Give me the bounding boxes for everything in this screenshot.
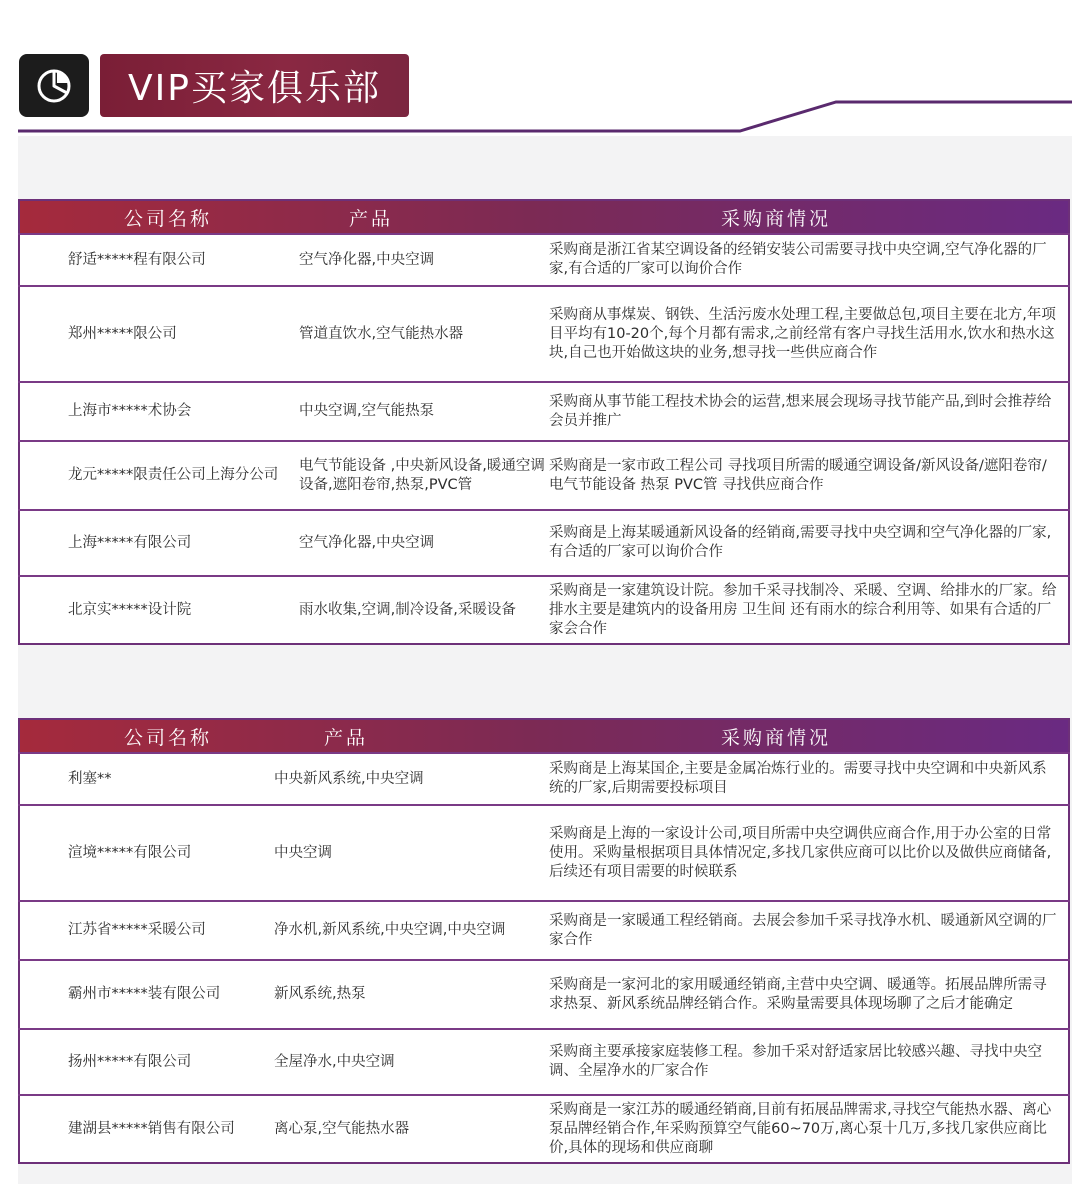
table-row — [19, 576, 1069, 644]
table-row — [19, 901, 1069, 960]
product: 空气净化器,中央空调 — [299, 234, 549, 286]
table-row — [19, 960, 1069, 1029]
buyer-info: 采购商是一家暖通工程经销商。去展会参加千采寻找净水机、暖通新风空调的厂家合作 — [549, 901, 1069, 960]
buyer-info: 采购商主要承接家庭装修工程。参加千采对舒适家居比较感兴趣、寻找中央空调、全屋净水的厂家合作 — [549, 1029, 1069, 1095]
company-name: 霸州市*****装有限公司 — [19, 960, 274, 1029]
buyer-info: 采购商是一家建筑设计院。参加千采寻找制冷、采暖、空调、给排水的厂家。给排水主要是建筑内的设备用房 卫生间 还有雨水的综合利用等、如果有合适的厂家会合作 — [549, 576, 1069, 644]
table-header-row — [19, 719, 1069, 753]
buyer-table-2 — [18, 718, 1070, 1164]
page-title: VIP买家俱乐部 — [128, 68, 381, 109]
product: 中央空调 — [274, 805, 549, 901]
company-name: 扬州*****有限公司 — [19, 1029, 274, 1095]
company-name: 上海*****有限公司 — [19, 510, 299, 576]
buyer-info: 采购商是上海某国企,主要是金属冶炼行业的。需要寻找中央空调和中央新风系统的厂家,后期需要投标项目 — [549, 753, 1069, 805]
company-name: 北京实*****设计院 — [19, 576, 299, 644]
buyer-info: 采购商从事节能工程技术协会的运营,想来展会现场寻找节能产品,到时会推荐给会员并推广 — [549, 382, 1069, 441]
header-buyer-info: 采购商情况 — [721, 726, 832, 749]
product: 新风系统,热泵 — [274, 960, 549, 1029]
table-row — [19, 234, 1069, 286]
buyer-info: 采购商是一家市政工程公司 寻找项目所需的暖通空调设备/新风设备/遮阳卷帘/电气节能设备 热泵 PVC管 寻找供应商合作 — [549, 441, 1069, 510]
company-name: 江苏省*****采暖公司 — [19, 901, 274, 960]
buyer-info: 采购商是上海某暖通新风设备的经销商,需要寻找中央空调和空气净化器的厂家,有合适的厂家可以询价合作 — [549, 510, 1069, 576]
header-product: 产品 — [324, 726, 369, 749]
page-header — [0, 0, 1080, 140]
buyer-info: 采购商从事煤炭、钢铁、生活污废水处理工程,主要做总包,项目主要在北方,年项目平均有10-20个,每个月都有需求,之前经常有客户寻找生活用水,饮水和热水这块,自己也开始做这块的业务,想寻找一些供应商合作 — [549, 286, 1069, 382]
company-name: 龙元*****限责任公司上海分公司 — [19, 441, 299, 510]
company-name: 利塞** — [19, 753, 274, 805]
product: 雨水收集,空调,制冷设备,采暖设备 — [299, 576, 549, 644]
company-name: 舒适*****程有限公司 — [19, 234, 299, 286]
table-row — [19, 441, 1069, 510]
table-header-row — [19, 200, 1069, 234]
company-name: 上海市*****术协会 — [19, 382, 299, 441]
product: 全屋净水,中央空调 — [274, 1029, 549, 1095]
product: 中央新风系统,中央空调 — [274, 753, 549, 805]
header-product: 产品 — [349, 207, 394, 230]
product: 净水机,新风系统,中央空调,中央空调 — [274, 901, 549, 960]
header-buyer-info: 采购商情况 — [721, 207, 832, 230]
table-row — [19, 286, 1069, 382]
header-company: 公司名称 — [124, 726, 213, 749]
product: 离心泵,空气能热水器 — [274, 1095, 549, 1163]
buyer-table-2-section — [18, 718, 1068, 1164]
table-row — [19, 510, 1069, 576]
table-row — [19, 1029, 1069, 1095]
header-company: 公司名称 — [124, 207, 213, 230]
company-name: 渲境*****有限公司 — [19, 805, 274, 901]
table-row — [19, 382, 1069, 441]
product: 电气节能设备 ,中央新风设备,暖通空调设备,遮阳卷帘,热泵,PVC管 — [299, 441, 549, 510]
company-name: 郑州*****限公司 — [19, 286, 299, 382]
product: 管道直饮水,空气能热水器 — [299, 286, 549, 382]
buyer-table-1-section — [18, 199, 1068, 645]
product: 空气净化器,中央空调 — [299, 510, 549, 576]
table-row — [19, 805, 1069, 901]
header-divider — [0, 95, 1080, 140]
buyer-info: 采购商是一家河北的家用暖通经销商,主营中央空调、暖通等。拓展品牌所需寻求热泵、新风系统品牌经销合作。采购量需要具体现场聊了之后才能确定 — [549, 960, 1069, 1029]
table-row — [19, 1095, 1069, 1163]
table-row — [19, 753, 1069, 805]
buyer-info: 采购商是上海的一家设计公司,项目所需中央空调供应商合作,用于办公室的日常使用。采购量根据项目具体情况定,多找几家供应商可以比价以及做供应商储备,后续还有项目需要的时候联系 — [549, 805, 1069, 901]
buyer-info: 采购商是浙江省某空调设备的经销安装公司需要寻找中央空调,空气净化器的厂家,有合适的厂家可以询价合作 — [549, 234, 1069, 286]
product: 中央空调,空气能热泵 — [299, 382, 549, 441]
company-name: 建湖县*****销售有限公司 — [19, 1095, 274, 1163]
buyer-table-1 — [18, 199, 1070, 645]
buyer-info: 采购商是一家江苏的暖通经销商,目前有拓展品牌需求,寻找空气能热水器、离心泵品牌经销合作,年采购预算空气能60~70万,离心泵十几万,多找几家供应商比价,具体的现场和供应商聊 — [549, 1095, 1069, 1163]
